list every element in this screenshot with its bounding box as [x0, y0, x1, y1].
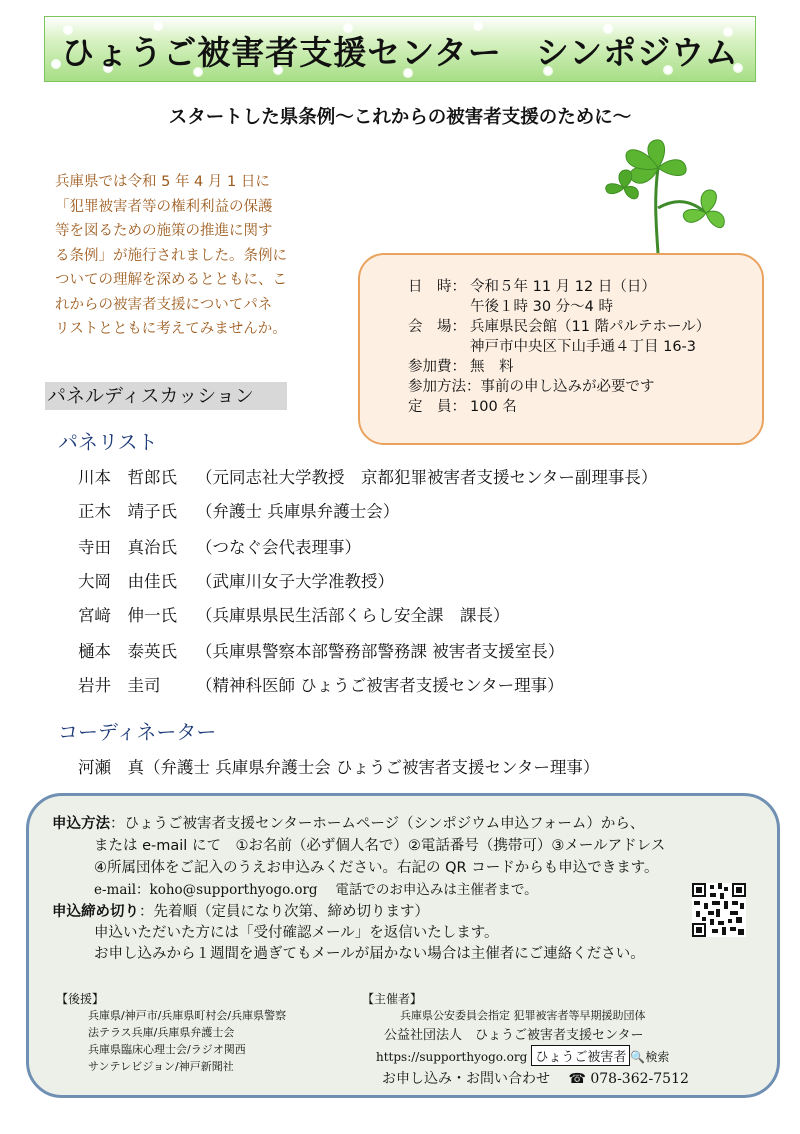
supporters-line: 兵庫県臨床心理士会/ラジオ関西 [88, 1043, 246, 1056]
intro-line: 兵庫県では令和 5 年 4 月 1 日に [55, 174, 270, 190]
panelist-name: 寺田 真治氏 [78, 538, 177, 557]
phone-number[interactable]: 078-362-7512 [590, 1071, 689, 1087]
panelist-name: 樋本 泰英氏 [78, 642, 177, 661]
qr-code[interactable] [692, 883, 746, 937]
panelist-item [78, 672, 564, 696]
intro-line: ついての理解を深めるとともに、こ [55, 272, 287, 288]
panelist-name: 宮﨑 伸一氏 [78, 606, 177, 625]
panelist-role: （武庫川女子大学准教授） [196, 572, 394, 591]
deadline [52, 900, 429, 921]
method-label: 参加方法： [408, 379, 481, 395]
capacity-label: 定 員： [408, 399, 466, 415]
venue-label: 会 場： [408, 319, 466, 335]
panelist-role: （つなぐ会代表理事） [196, 538, 361, 557]
info-date-row [408, 278, 656, 297]
fee-label: 参加費： [408, 359, 466, 375]
method-line: ④所属団体をご記入のうえお申込みください。右記の QR コードからも申込できます。 [94, 860, 659, 876]
organizer-url[interactable]: https://supporthyogo.org [376, 1050, 528, 1064]
supporters-line: サンテレビジョン/神戸新聞社 [88, 1060, 234, 1073]
contact-label: お申し込み・お問い合わせ [382, 1071, 550, 1087]
clover-illustration [596, 128, 726, 258]
supporters-line: 兵庫県/神戸市/兵庫県町村会/兵庫県警察 [88, 1009, 287, 1022]
contact-row [382, 1068, 689, 1088]
panelist-item [78, 638, 564, 662]
intro-line: リストとともに考えてみませんか。 [55, 321, 287, 337]
panelists-heading: パネリスト [58, 430, 158, 454]
application-method [52, 812, 644, 833]
info-capacity-row [408, 398, 517, 417]
confirm-line: 申込いただいた方には「受付確認メール」を返信いたします。 [94, 925, 499, 941]
date-label: 日 時： [408, 279, 466, 295]
supporters-line: 法テラス兵庫/兵庫県弁護士会 [88, 1026, 235, 1039]
panelist-role: （元同志社大学教授 京都犯罪被害者支援センター副理事長） [196, 468, 658, 487]
deadline-heading: 申込締め切り [52, 904, 139, 920]
panelist-role: （精神科医師 ひょうご被害者支援センター理事） [196, 676, 564, 695]
time-value: 午後１時 30 分～4 時 [470, 299, 614, 315]
method-heading: 申込方法 [52, 816, 110, 832]
title-banner [44, 16, 756, 82]
panelist-item [78, 568, 394, 592]
panelist-role: （兵庫県県民生活部くらし安全課 課長） [196, 606, 510, 625]
venue-value: 兵庫県民会館（11 階パルテホール） [470, 319, 711, 335]
search-label[interactable]: 検索 [645, 1050, 670, 1064]
supporters-heading: 【後援】 [56, 992, 105, 1006]
panelist-item [78, 498, 399, 522]
info-venue-row [408, 318, 710, 337]
organizer-designation: 兵庫県公安委員会指定 犯罪被害者等早期援助団体 [400, 1009, 646, 1022]
panelist-name: 川本 哲郎氏 [78, 468, 177, 487]
search-icon[interactable]: 🔍 [630, 1050, 646, 1064]
panelist-name: 岩井 圭司 [78, 676, 161, 695]
email-line: e-mail：koho@supporthyogo.org 電話でのお申込みは主催者まで。 [94, 882, 538, 898]
panelist-item [78, 464, 657, 488]
organizer-web [376, 1045, 669, 1066]
phone-icon: ☎ [568, 1071, 586, 1087]
panelist-item [78, 602, 510, 626]
notice-line: お申し込みから１週間を過ぎてもメールが届かない場合は主催者にご連絡ください。 [94, 946, 645, 962]
panelist-item [78, 534, 361, 558]
panelist-name: 大岡 由佳氏 [78, 572, 177, 591]
intro-line: 等を図るための施策の推進に関す [55, 223, 273, 239]
method-value: 事前の申し込みが必要です [480, 379, 655, 395]
organizer-name: 公益社団法人 ひょうご被害者支援センター [384, 1028, 644, 1043]
method-line: ：ひょうご被害者支援センターホームページ（シンポジウム申込フォーム）から、 [110, 816, 645, 832]
page-subtitle: スタートした県条例～これからの被害者支援のために～ [168, 107, 632, 128]
venue-address: 神戸市中央区下山手通４丁目 16-3 [470, 339, 697, 355]
event-info-box [358, 253, 764, 445]
panelist-name: 正木 靖子氏 [78, 502, 177, 521]
coordinator-item: 河瀬 真（弁護士 兵庫県弁護士会 ひょうご被害者支援センター理事） [78, 758, 600, 777]
search-box[interactable]: ひょうご被害者 [531, 1045, 630, 1066]
panel-discussion-heading: パネルディスカッション [45, 382, 287, 410]
organizer-heading: 【主催者】 [362, 992, 423, 1006]
intro-text [55, 170, 325, 342]
method-line: または e-mail にて ①お名前（必ず個人名で）②電話番号（携帯可）③メールアドレス [94, 838, 666, 854]
capacity-value: 100 名 [470, 399, 517, 415]
fee-value: 無 料 [470, 359, 514, 375]
intro-line: 「犯罪被害者等の権利利益の保護 [55, 198, 273, 215]
page-title: ひょうご被害者支援センター シンポジウム [61, 33, 739, 72]
date-value: 令和５年 11 月 12 日（日） [470, 279, 656, 295]
intro-line: れからの被害者支援についてパネ [55, 296, 273, 313]
intro-line: る条例」が施行されました。条例に [55, 247, 287, 264]
deadline-text: ：先着順（定員になり次第、締め切ります） [139, 904, 429, 920]
info-method-row [408, 378, 655, 397]
coordinator-heading: コーディネーター [58, 720, 217, 744]
info-fee-row [408, 358, 514, 377]
panelist-role: （兵庫県警察本部警務部警務課 被害者支援室長） [196, 642, 565, 661]
panelist-role: （弁護士 兵庫県弁護士会） [196, 502, 400, 521]
